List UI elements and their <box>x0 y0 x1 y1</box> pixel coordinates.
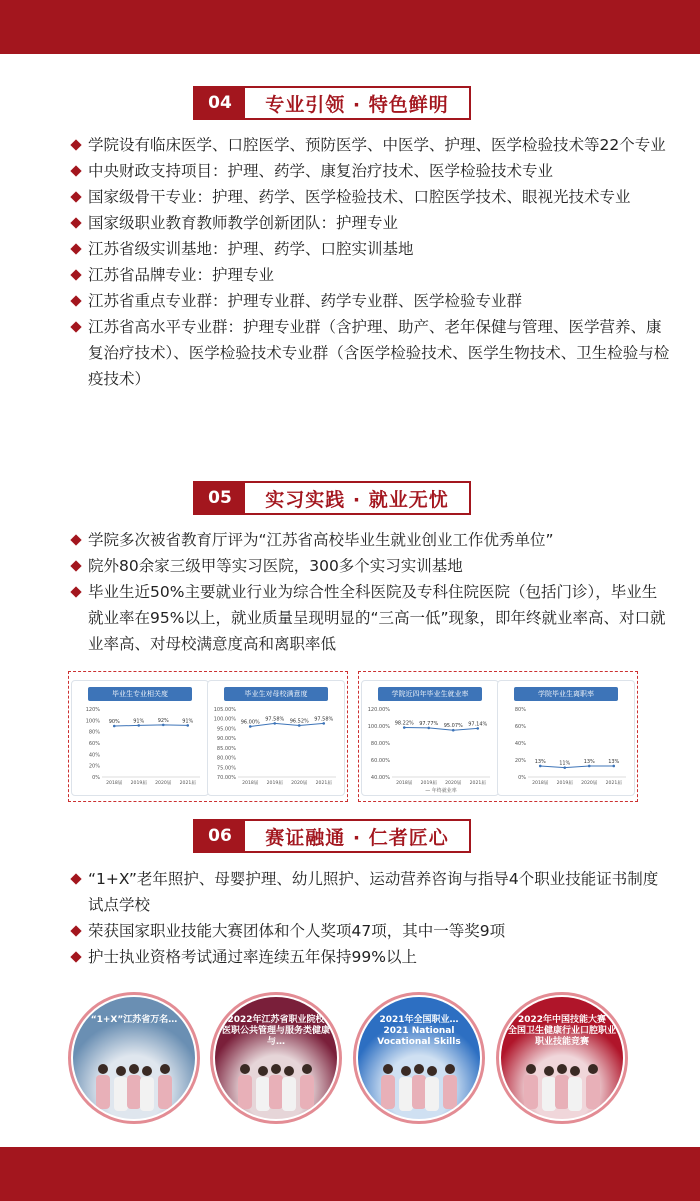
y-tick-label: 20% <box>514 758 526 764</box>
data-point <box>298 724 301 727</box>
data-label: 90% <box>108 719 120 725</box>
data-point <box>249 725 252 728</box>
data-label: 91% <box>182 718 194 725</box>
person-body <box>412 1075 426 1109</box>
y-tick-label: 80% <box>514 707 526 713</box>
person-body <box>555 1075 569 1109</box>
person-head <box>116 1066 126 1076</box>
person-body <box>140 1077 154 1111</box>
y-tick-label: 105.00% <box>213 707 236 713</box>
diamond-bullet-icon <box>70 321 81 332</box>
data-label: 13% <box>583 758 595 765</box>
section-number: 05 <box>195 483 245 513</box>
person-head <box>526 1064 536 1074</box>
x-tick-label: 2020届 <box>445 781 462 786</box>
series-line <box>114 725 188 726</box>
section-06-list <box>72 866 672 970</box>
x-tick-label: 2019届 <box>556 781 573 786</box>
person-body <box>443 1075 457 1109</box>
x-tick-label: 2020届 <box>155 781 172 786</box>
y-tick-label: 120.00% <box>367 707 390 713</box>
person-head <box>544 1066 554 1076</box>
diamond-bullet-icon <box>70 534 81 545</box>
photo-caption: “1+X”江苏省万名… <box>90 1015 178 1025</box>
y-tick-label: 75.00% <box>216 765 236 772</box>
list-item: 荣获国家职业技能大赛团体和个人奖项47项，其中一等奖9项 <box>72 918 672 944</box>
diamond-bullet-icon <box>70 243 81 254</box>
list-item: 江苏省级实训基地：护理、药学、口腔实训基地 <box>72 236 672 262</box>
person-head <box>258 1066 268 1076</box>
person-body <box>399 1077 413 1111</box>
person-body <box>524 1075 538 1109</box>
y-tick-label: 80.00% <box>370 741 390 747</box>
section-number: 06 <box>195 821 245 851</box>
diamond-bullet-icon <box>70 191 81 202</box>
person-head <box>570 1066 580 1076</box>
data-point <box>186 724 189 727</box>
list-item: 院外80余家三级甲等实习医院，300多个实习实训基地 <box>72 553 672 579</box>
chart-0 <box>71 680 209 796</box>
data-point <box>452 729 455 732</box>
person-head <box>445 1064 455 1074</box>
person-head <box>284 1066 294 1076</box>
data-label: 13% <box>608 758 620 765</box>
chart-3 <box>497 680 635 796</box>
x-tick-label: 2020届 <box>291 781 308 786</box>
y-tick-label: 0% <box>92 775 100 781</box>
x-tick-label: 2021届 <box>605 781 622 786</box>
list-item: 江苏省品牌专业：护理专业 <box>72 262 672 288</box>
person-head <box>414 1064 424 1074</box>
person-body <box>568 1077 582 1111</box>
person-body <box>586 1075 600 1109</box>
data-label: 11% <box>559 760 571 767</box>
chart-1 <box>207 680 345 796</box>
series-line <box>404 728 478 731</box>
photo-health-skills <box>501 997 623 1119</box>
person-body <box>425 1077 439 1111</box>
photo-caption: 2022年江苏省职业院校 医职公共管理与服务类健康与… <box>221 1015 330 1047</box>
section-06-header <box>193 819 471 853</box>
data-point <box>403 726 406 729</box>
person-body <box>96 1075 110 1109</box>
data-point <box>162 724 165 727</box>
y-tick-label: 40% <box>514 741 526 747</box>
list-item: 中央财政支持项目：护理、药学、康复治疗技术、医学检验技术专业 <box>72 158 672 184</box>
x-tick-label: 2020届 <box>581 781 598 786</box>
y-tick-label: 100.00% <box>213 716 236 723</box>
photo-caption: 2021年全国职业… 2021 National Vocational Skills <box>377 1015 461 1047</box>
section-05-list <box>72 527 672 657</box>
data-label: 97.14% <box>468 721 488 728</box>
diamond-bullet-icon <box>70 139 81 150</box>
person-body <box>542 1077 556 1111</box>
y-tick-label: 80% <box>88 729 100 736</box>
person-body <box>238 1075 252 1109</box>
data-point <box>539 765 542 768</box>
list-item: 国家级骨干专业：护理、药学、医学检验技术、口腔医学技术、眼视光技术专业 <box>72 184 672 210</box>
data-label: 97.58% <box>265 716 285 723</box>
list-item: 学院多次被省教育厅评为“江苏省高校毕业生就业创业工作优秀单位” <box>72 527 672 553</box>
y-tick-label: 90.00% <box>216 736 236 743</box>
person-head <box>160 1064 170 1074</box>
y-tick-label: 40.00% <box>370 775 390 781</box>
x-tick-label: 2018届 <box>396 781 413 786</box>
list-item: 护士执业资格考试通过率连续五年保持99%以上 <box>72 944 672 970</box>
diamond-bullet-icon <box>70 165 81 176</box>
y-tick-label: 80.00% <box>216 755 236 762</box>
x-tick-label: 2021届 <box>469 781 486 786</box>
person-body <box>158 1075 172 1109</box>
section-number: 04 <box>195 88 245 118</box>
list-item: 江苏省高水平专业群：护理专业群（含护理、助产、老年保健与管理、医学营养、康复治疗技术）、医学检验技术专业群（含医学检验技术、医学生物技术、卫生检验与检疫技术） <box>72 314 672 392</box>
chart-title: 毕业生专业相关度 <box>88 687 192 701</box>
y-tick-label: 20% <box>88 763 100 770</box>
y-tick-label: 100.00% <box>367 724 390 730</box>
data-label: 95.07% <box>443 723 463 730</box>
data-label: 13% <box>534 758 546 765</box>
photo-competition-stage <box>215 997 337 1119</box>
x-tick-label: 2018届 <box>242 781 259 786</box>
diamond-bullet-icon <box>70 295 81 306</box>
data-point <box>273 722 276 725</box>
x-tick-label: 2021届 <box>315 781 332 786</box>
person-head <box>240 1064 250 1074</box>
section-04-header <box>193 86 471 120</box>
y-tick-label: 40% <box>88 752 100 759</box>
person-head <box>142 1066 152 1076</box>
person-body <box>282 1077 296 1111</box>
charts-box-right <box>358 671 638 802</box>
data-point <box>322 722 325 725</box>
person-head <box>98 1064 108 1074</box>
diamond-bullet-icon <box>70 951 81 962</box>
person-body <box>114 1077 128 1111</box>
data-point <box>113 725 116 728</box>
data-label: 91% <box>133 718 145 725</box>
diamond-bullet-icon <box>70 925 81 936</box>
list-item: 江苏省重点专业群：护理专业群、药学专业群、医学检验专业群 <box>72 288 672 314</box>
person-body <box>300 1075 314 1109</box>
data-label: 92% <box>157 717 169 724</box>
data-point <box>563 766 566 769</box>
x-tick-label: 2019届 <box>420 781 437 786</box>
y-tick-label: 0% <box>518 775 526 781</box>
data-point <box>588 765 591 768</box>
data-label: 98.22% <box>394 720 414 727</box>
section-title: 赛证融通 · 仁者匠心 <box>265 826 449 849</box>
section-title: 实习实践 · 就业无忧 <box>265 488 449 511</box>
diamond-bullet-icon <box>70 873 81 884</box>
section-04-list <box>72 132 672 392</box>
person-head <box>302 1064 312 1074</box>
chart-title: 学院近四年毕业生就业率 <box>378 687 482 701</box>
section-05-header <box>193 481 471 515</box>
diamond-bullet-icon <box>70 269 81 280</box>
photo-national-contest <box>358 997 480 1119</box>
person-body <box>127 1075 141 1109</box>
y-tick-label: 100% <box>85 718 100 725</box>
data-label: 97.77% <box>419 720 439 727</box>
y-tick-label: 60% <box>88 741 100 747</box>
legend-label: — 年终就业率 <box>425 788 457 794</box>
person-head <box>129 1064 139 1074</box>
x-tick-label: 2018届 <box>106 781 123 786</box>
data-point <box>137 724 140 727</box>
data-point <box>427 727 430 730</box>
chart-2 <box>361 680 499 796</box>
person-body <box>269 1075 283 1109</box>
data-point <box>476 727 479 730</box>
top-banner <box>0 0 700 54</box>
section-title: 专业引领 · 特色鲜明 <box>265 93 449 116</box>
series-line <box>250 723 324 726</box>
person-head <box>427 1066 437 1076</box>
data-label: 96.00% <box>240 719 260 726</box>
series-line <box>540 766 614 768</box>
x-tick-label: 2018届 <box>532 781 549 786</box>
charts-box-left <box>68 671 348 802</box>
person-head <box>271 1064 281 1074</box>
person-body <box>256 1077 270 1111</box>
person-body <box>381 1075 395 1109</box>
person-head <box>588 1064 598 1074</box>
x-tick-label: 2021届 <box>179 781 196 786</box>
diamond-bullet-icon <box>70 560 81 571</box>
data-label: 97.58% <box>314 716 334 723</box>
diamond-bullet-icon <box>70 217 81 228</box>
chart-title: 毕业生对母校满意度 <box>224 687 328 701</box>
diamond-bullet-icon <box>70 586 81 597</box>
y-tick-label: 60.00% <box>370 758 390 764</box>
list-item: 学院设有临床医学、口腔医学、预防医学、中医学、护理、医学检验技术等22个专业 <box>72 132 672 158</box>
data-label: 96.52% <box>289 718 309 725</box>
list-item: “1+X”老年照护、母婴护理、幼儿照护、运动营养咨询与指导4个职业技能证书制度试点学校 <box>72 866 672 918</box>
chart-title: 学院毕业生离职率 <box>514 687 618 701</box>
person-head <box>401 1066 411 1076</box>
list-item: 毕业生近50%主要就业行业为综合性全科医院及专科住院医院（包括门诊），毕业生就业率在95%以上，就业质量呈现明显的“三高一低”现象，即年终就业率高、对口就业率高、对母校满意度高和离职率低 <box>72 579 672 657</box>
x-tick-label: 2019届 <box>130 781 147 786</box>
photo-caption: 2022年中国技能大赛 全国卫生健康行业口腔职业 职业技能竞赛 <box>507 1015 616 1047</box>
y-tick-label: 60% <box>514 724 526 730</box>
data-point <box>612 765 615 768</box>
photo-group <box>73 997 195 1119</box>
y-tick-label: 70.00% <box>216 775 236 781</box>
y-tick-label: 95.00% <box>216 726 236 733</box>
y-tick-label: 120% <box>85 707 100 713</box>
bottom-banner <box>0 1147 700 1201</box>
x-tick-label: 2019届 <box>266 781 283 786</box>
person-head <box>557 1064 567 1074</box>
y-tick-label: 85.00% <box>216 745 236 752</box>
list-item: 国家级职业教育教师教学创新团队：护理专业 <box>72 210 672 236</box>
person-head <box>383 1064 393 1074</box>
